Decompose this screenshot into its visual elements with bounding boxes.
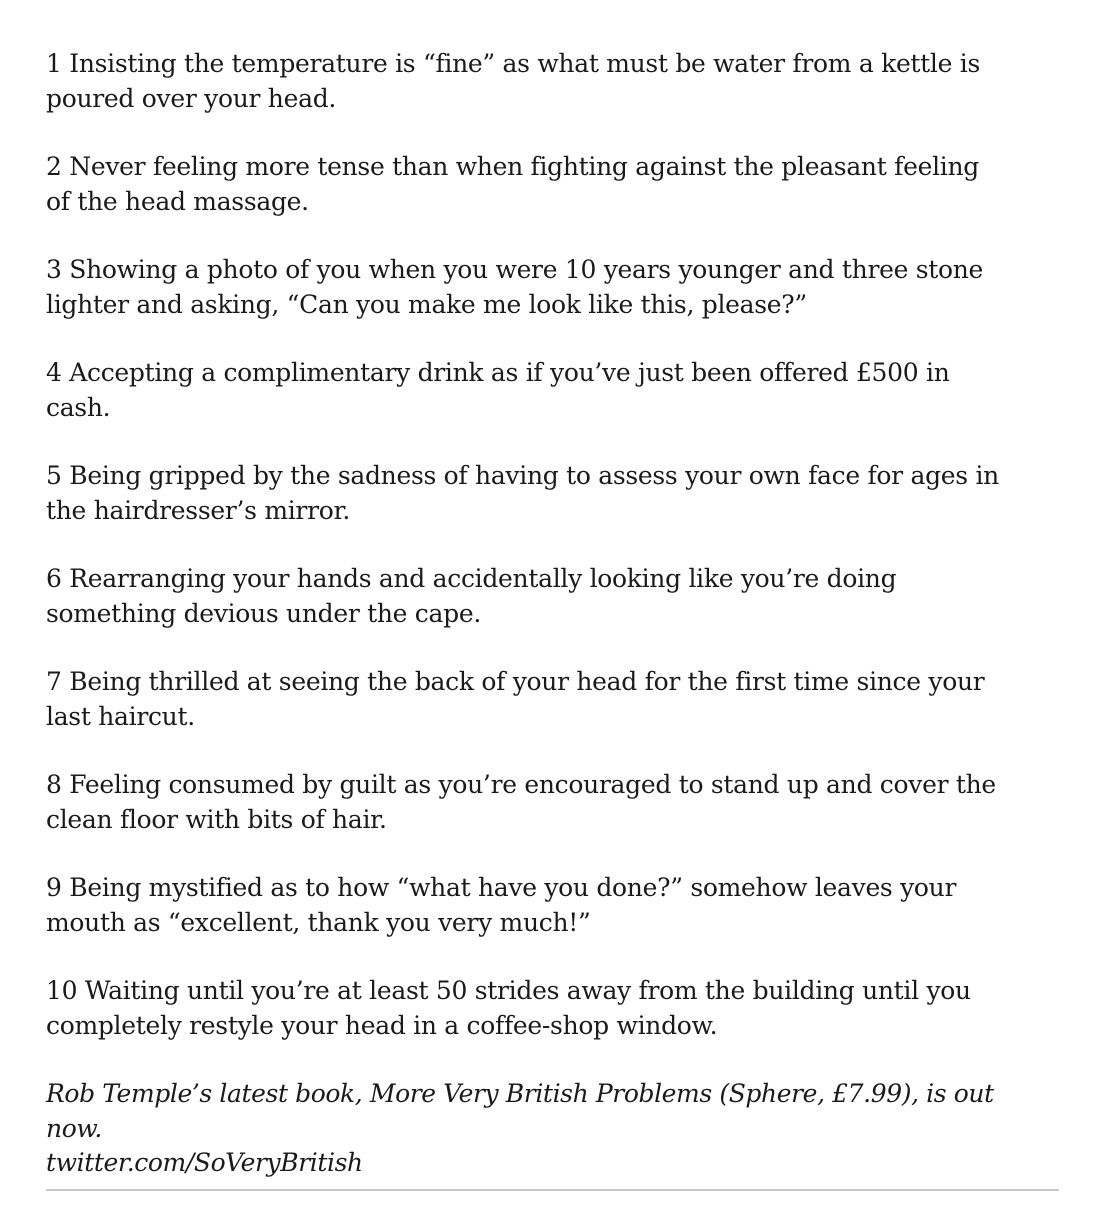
list-item-8: 8 Feeling consumed by guilt as you’re encouraged to stand up and cover the clean floor with bits of hair. <box>46 770 996 834</box>
list-item-2: 2 Never feeling more tense than when fighting against the pleasant feeling of the head massage. <box>46 152 979 216</box>
list-item-7: 7 Being thrilled at seeing the back of your head for the first time since your last haircut. <box>46 667 985 731</box>
list-item-9: 9 Being mystified as to how “what have you done?” somehow leaves your mouth as “excellent, thank you very much!” <box>46 873 957 937</box>
bottom-divider <box>46 1189 1059 1191</box>
article-body <box>46 47 1006 1206</box>
book-credit-text: Rob Temple’s latest book, More Very British Problems (Sphere, £7.99), is out now. <box>46 1079 994 1143</box>
list-item-10: 10 Waiting until you’re at least 50 strides away from the building until you completely restyle your head in a coffee-shop window. <box>46 976 971 1040</box>
list-item-3: 3 Showing a photo of you when you were 10 years younger and three stone lighter and asking, “Can you make me look like this, please?” <box>46 255 984 319</box>
list-item-4: 4 Accepting a complimentary drink as if you’ve just been offered £500 in cash. <box>46 358 950 422</box>
list-item-6: 6 Rearranging your hands and accidentally looking like you’re doing something devious under the cape. <box>46 564 897 628</box>
author-credit <box>46 1077 1006 1181</box>
list-item-5: 5 Being gripped by the sadness of having to assess your own face for ages in the hairdresser’s mirror. <box>46 461 999 525</box>
list-item-1: 1 Insisting the temperature is “fine” as what must be water from a kettle is poured over your head. <box>46 49 980 113</box>
twitter-handle-link[interactable]: twitter.com/SoVeryBritish <box>46 1148 363 1177</box>
